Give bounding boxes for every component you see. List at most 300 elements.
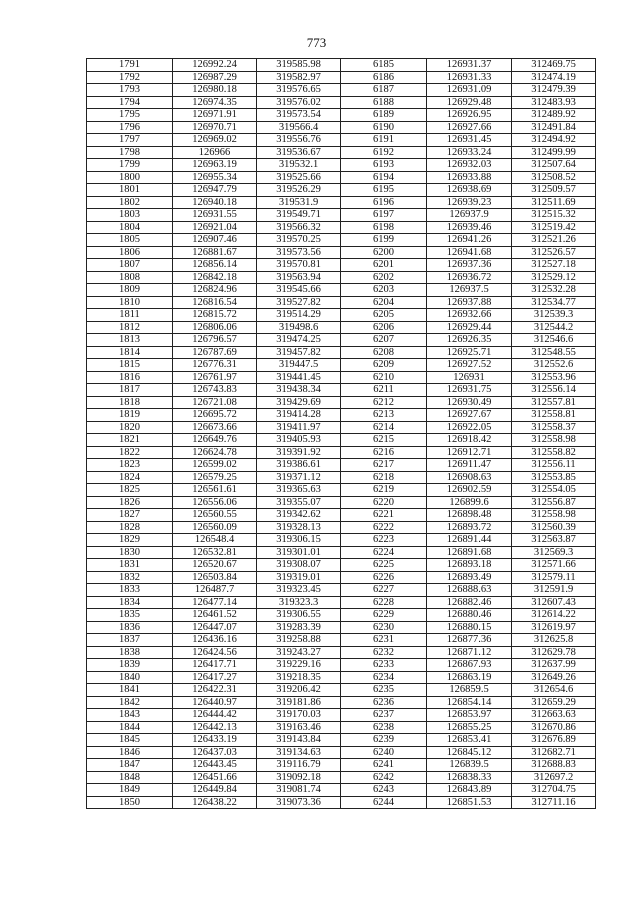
x-coordinate-left-cell: 126947.79 [173, 184, 257, 197]
x-coordinate-right-cell: 126941.26 [427, 234, 512, 247]
x-coordinate-left-cell: 126761.97 [173, 371, 257, 384]
point-number-right-cell: 6211 [341, 384, 427, 397]
point-number-left-cell: 1821 [87, 434, 173, 447]
y-coordinate-right-cell: 312469.75 [512, 59, 596, 72]
table-row [87, 546, 596, 559]
point-number-left-cell: 1838 [87, 646, 173, 659]
y-coordinate-right-cell: 312607.43 [512, 596, 596, 609]
point-number-left-cell: 1796 [87, 121, 173, 134]
y-coordinate-left-cell: 319206.42 [257, 684, 341, 697]
x-coordinate-left-cell: 126963.19 [173, 159, 257, 172]
point-number-right-cell: 6219 [341, 484, 427, 497]
point-number-right-cell: 6237 [341, 709, 427, 722]
x-coordinate-right-cell: 126854.14 [427, 696, 512, 709]
x-coordinate-right-cell: 126929.44 [427, 321, 512, 334]
y-coordinate-right-cell: 312569.3 [512, 546, 596, 559]
x-coordinate-left-cell: 126856.14 [173, 259, 257, 272]
y-coordinate-right-cell: 312697.2 [512, 771, 596, 784]
x-coordinate-right-cell: 126867.93 [427, 659, 512, 672]
y-coordinate-left-cell: 319457.82 [257, 346, 341, 359]
x-coordinate-right-cell: 126863.19 [427, 671, 512, 684]
x-coordinate-right-cell: 126922.05 [427, 421, 512, 434]
x-coordinate-right-cell: 126911.47 [427, 459, 512, 472]
point-number-left-cell: 1828 [87, 521, 173, 534]
x-coordinate-left-cell: 126907.46 [173, 234, 257, 247]
table-row [87, 709, 596, 722]
y-coordinate-left-cell: 319391.92 [257, 446, 341, 459]
y-coordinate-right-cell: 312625.8 [512, 634, 596, 647]
x-coordinate-right-cell: 126931.45 [427, 134, 512, 147]
point-number-right-cell: 6196 [341, 196, 427, 209]
x-coordinate-right-cell: 126908.63 [427, 471, 512, 484]
table-row [87, 684, 596, 697]
point-number-right-cell: 6209 [341, 359, 427, 372]
y-coordinate-right-cell: 312558.37 [512, 421, 596, 434]
table-row [87, 121, 596, 134]
point-number-right-cell: 6214 [341, 421, 427, 434]
y-coordinate-right-cell: 312491.84 [512, 121, 596, 134]
point-number-right-cell: 6205 [341, 309, 427, 322]
point-number-left-cell: 1827 [87, 509, 173, 522]
point-number-left-cell: 1824 [87, 471, 173, 484]
x-coordinate-right-cell: 126891.44 [427, 534, 512, 547]
x-coordinate-left-cell: 126417.71 [173, 659, 257, 672]
y-coordinate-left-cell: 319545.66 [257, 284, 341, 297]
y-coordinate-left-cell: 319218.35 [257, 671, 341, 684]
x-coordinate-left-cell: 126487.7 [173, 584, 257, 597]
point-number-left-cell: 1833 [87, 584, 173, 597]
y-coordinate-left-cell: 319498.6 [257, 321, 341, 334]
x-coordinate-right-cell: 126855.25 [427, 721, 512, 734]
x-coordinate-right-cell: 126937.9 [427, 209, 512, 222]
point-number-right-cell: 6222 [341, 521, 427, 534]
point-number-left-cell: 1798 [87, 146, 173, 159]
y-coordinate-right-cell: 312507.64 [512, 159, 596, 172]
table-row [87, 246, 596, 259]
point-number-right-cell: 6220 [341, 496, 427, 509]
x-coordinate-right-cell: 126932.03 [427, 159, 512, 172]
y-coordinate-left-cell: 319308.07 [257, 559, 341, 572]
table-row [87, 184, 596, 197]
x-coordinate-left-cell: 126776.31 [173, 359, 257, 372]
y-coordinate-left-cell: 319573.56 [257, 246, 341, 259]
y-coordinate-left-cell: 319526.29 [257, 184, 341, 197]
x-coordinate-left-cell: 126561.61 [173, 484, 257, 497]
table-row [87, 409, 596, 422]
point-number-right-cell: 6226 [341, 571, 427, 584]
y-coordinate-left-cell: 319549.71 [257, 209, 341, 222]
point-number-right-cell: 6202 [341, 271, 427, 284]
x-coordinate-right-cell: 126929.48 [427, 96, 512, 109]
y-coordinate-right-cell: 312560.39 [512, 521, 596, 534]
point-number-right-cell: 6234 [341, 671, 427, 684]
table-row [87, 196, 596, 209]
y-coordinate-right-cell: 312539.3 [512, 309, 596, 322]
y-coordinate-right-cell: 312688.83 [512, 759, 596, 772]
x-coordinate-left-cell: 126532.81 [173, 546, 257, 559]
x-coordinate-right-cell: 126939.46 [427, 221, 512, 234]
point-number-left-cell: 1793 [87, 84, 173, 97]
point-number-left-cell: 1843 [87, 709, 173, 722]
y-coordinate-right-cell: 312483.93 [512, 96, 596, 109]
y-coordinate-right-cell: 312704.75 [512, 784, 596, 797]
point-number-left-cell: 1847 [87, 759, 173, 772]
y-coordinate-right-cell: 312526.57 [512, 246, 596, 259]
table-row [87, 109, 596, 122]
y-coordinate-left-cell: 319073.36 [257, 796, 341, 809]
y-coordinate-left-cell: 319143.84 [257, 734, 341, 747]
table-row [87, 721, 596, 734]
y-coordinate-left-cell: 319536.67 [257, 146, 341, 159]
y-coordinate-left-cell: 319342.62 [257, 509, 341, 522]
table-row [87, 659, 596, 672]
point-number-left-cell: 1837 [87, 634, 173, 647]
x-coordinate-left-cell: 126437.03 [173, 746, 257, 759]
y-coordinate-left-cell: 319570.81 [257, 259, 341, 272]
y-coordinate-left-cell: 319092.18 [257, 771, 341, 784]
point-number-left-cell: 1807 [87, 259, 173, 272]
point-number-right-cell: 6212 [341, 396, 427, 409]
x-coordinate-left-cell: 126451.66 [173, 771, 257, 784]
table-row [87, 84, 596, 97]
table-row [87, 371, 596, 384]
x-coordinate-left-cell: 126444.42 [173, 709, 257, 722]
y-coordinate-right-cell: 312479.39 [512, 84, 596, 97]
point-number-right-cell: 6223 [341, 534, 427, 547]
point-number-left-cell: 1801 [87, 184, 173, 197]
y-coordinate-right-cell: 312591.9 [512, 584, 596, 597]
y-coordinate-right-cell: 312682.71 [512, 746, 596, 759]
point-number-right-cell: 6236 [341, 696, 427, 709]
x-coordinate-left-cell: 126649.76 [173, 434, 257, 447]
y-coordinate-left-cell: 319371.12 [257, 471, 341, 484]
x-coordinate-left-cell: 126579.25 [173, 471, 257, 484]
table-row [87, 396, 596, 409]
x-coordinate-left-cell: 126436.16 [173, 634, 257, 647]
table-row [87, 646, 596, 659]
table-row [87, 446, 596, 459]
table-row [87, 259, 596, 272]
y-coordinate-right-cell: 312556.11 [512, 459, 596, 472]
y-coordinate-right-cell: 312614.22 [512, 609, 596, 622]
point-number-left-cell: 1814 [87, 346, 173, 359]
point-number-right-cell: 6242 [341, 771, 427, 784]
y-coordinate-right-cell: 312515.32 [512, 209, 596, 222]
point-number-right-cell: 6187 [341, 84, 427, 97]
y-coordinate-left-cell: 319323.45 [257, 584, 341, 597]
y-coordinate-right-cell: 312571.66 [512, 559, 596, 572]
y-coordinate-left-cell: 319386.61 [257, 459, 341, 472]
x-coordinate-right-cell: 126891.68 [427, 546, 512, 559]
y-coordinate-left-cell: 319181.86 [257, 696, 341, 709]
point-number-right-cell: 6231 [341, 634, 427, 647]
x-coordinate-left-cell: 126971.91 [173, 109, 257, 122]
x-coordinate-right-cell: 126851.53 [427, 796, 512, 809]
coordinate-table [86, 58, 596, 809]
y-coordinate-left-cell: 319306.55 [257, 609, 341, 622]
point-number-left-cell: 1806 [87, 246, 173, 259]
x-coordinate-right-cell: 126927.66 [427, 121, 512, 134]
x-coordinate-right-cell: 126888.63 [427, 584, 512, 597]
point-number-right-cell: 6204 [341, 296, 427, 309]
point-number-left-cell: 1846 [87, 746, 173, 759]
point-number-left-cell: 1802 [87, 196, 173, 209]
y-coordinate-left-cell: 319570.25 [257, 234, 341, 247]
point-number-right-cell: 6216 [341, 446, 427, 459]
x-coordinate-right-cell: 126871.12 [427, 646, 512, 659]
x-coordinate-left-cell: 126695.72 [173, 409, 257, 422]
point-number-right-cell: 6199 [341, 234, 427, 247]
x-coordinate-left-cell: 126921.04 [173, 221, 257, 234]
x-coordinate-left-cell: 126842.18 [173, 271, 257, 284]
point-number-left-cell: 1831 [87, 559, 173, 572]
y-coordinate-left-cell: 319447.5 [257, 359, 341, 372]
x-coordinate-left-cell: 126815.72 [173, 309, 257, 322]
point-number-left-cell: 1818 [87, 396, 173, 409]
y-coordinate-right-cell: 312558.82 [512, 446, 596, 459]
x-coordinate-left-cell: 126624.78 [173, 446, 257, 459]
table-row [87, 609, 596, 622]
x-coordinate-right-cell: 126938.69 [427, 184, 512, 197]
table-row [87, 71, 596, 84]
point-number-right-cell: 6207 [341, 334, 427, 347]
x-coordinate-right-cell: 126853.41 [427, 734, 512, 747]
x-coordinate-left-cell: 126424.56 [173, 646, 257, 659]
x-coordinate-left-cell: 126992.24 [173, 59, 257, 72]
point-number-right-cell: 6225 [341, 559, 427, 572]
table-row [87, 671, 596, 684]
x-coordinate-left-cell: 126599.02 [173, 459, 257, 472]
y-coordinate-right-cell: 312508.52 [512, 171, 596, 184]
point-number-right-cell: 6185 [341, 59, 427, 72]
point-number-right-cell: 6193 [341, 159, 427, 172]
table-row [87, 634, 596, 647]
point-number-right-cell: 6213 [341, 409, 427, 422]
x-coordinate-left-cell: 126461.52 [173, 609, 257, 622]
point-number-right-cell: 6230 [341, 621, 427, 634]
y-coordinate-right-cell: 312557.81 [512, 396, 596, 409]
point-number-left-cell: 1839 [87, 659, 173, 672]
point-number-right-cell: 6208 [341, 346, 427, 359]
point-number-left-cell: 1804 [87, 221, 173, 234]
x-coordinate-left-cell: 126966 [173, 146, 257, 159]
x-coordinate-left-cell: 126560.55 [173, 509, 257, 522]
table-row [87, 309, 596, 322]
point-number-right-cell: 6217 [341, 459, 427, 472]
y-coordinate-left-cell: 319081.74 [257, 784, 341, 797]
y-coordinate-right-cell: 312558.98 [512, 434, 596, 447]
point-number-left-cell: 1845 [87, 734, 173, 747]
y-coordinate-left-cell: 319163.46 [257, 721, 341, 734]
y-coordinate-left-cell: 319323.3 [257, 596, 341, 609]
table-row [87, 284, 596, 297]
table-row [87, 621, 596, 634]
point-number-left-cell: 1819 [87, 409, 173, 422]
x-coordinate-right-cell: 126931.75 [427, 384, 512, 397]
y-coordinate-right-cell: 312511.69 [512, 196, 596, 209]
x-coordinate-left-cell: 126806.06 [173, 321, 257, 334]
y-coordinate-left-cell: 319301.01 [257, 546, 341, 559]
y-coordinate-left-cell: 319411.97 [257, 421, 341, 434]
point-number-left-cell: 1849 [87, 784, 173, 797]
point-number-right-cell: 6203 [341, 284, 427, 297]
y-coordinate-left-cell: 319429.69 [257, 396, 341, 409]
point-number-left-cell: 1816 [87, 371, 173, 384]
y-coordinate-left-cell: 319527.82 [257, 296, 341, 309]
y-coordinate-right-cell: 312489.92 [512, 109, 596, 122]
x-coordinate-right-cell: 126927.67 [427, 409, 512, 422]
x-coordinate-right-cell: 126853.97 [427, 709, 512, 722]
y-coordinate-right-cell: 312558.98 [512, 509, 596, 522]
y-coordinate-right-cell: 312499.99 [512, 146, 596, 159]
point-number-left-cell: 1800 [87, 171, 173, 184]
x-coordinate-right-cell: 126880.46 [427, 609, 512, 622]
x-coordinate-left-cell: 126673.66 [173, 421, 257, 434]
y-coordinate-left-cell: 319170.03 [257, 709, 341, 722]
x-coordinate-left-cell: 126422.31 [173, 684, 257, 697]
y-coordinate-left-cell: 319576.65 [257, 84, 341, 97]
point-number-right-cell: 6243 [341, 784, 427, 797]
y-coordinate-right-cell: 312711.16 [512, 796, 596, 809]
x-coordinate-right-cell: 126933.88 [427, 171, 512, 184]
table-row [87, 346, 596, 359]
point-number-left-cell: 1808 [87, 271, 173, 284]
x-coordinate-left-cell: 126940.18 [173, 196, 257, 209]
table-row [87, 221, 596, 234]
x-coordinate-right-cell: 126845.12 [427, 746, 512, 759]
point-number-left-cell: 1822 [87, 446, 173, 459]
table-row [87, 771, 596, 784]
y-coordinate-left-cell: 319283.39 [257, 621, 341, 634]
x-coordinate-right-cell: 126843.89 [427, 784, 512, 797]
y-coordinate-left-cell: 319258.88 [257, 634, 341, 647]
y-coordinate-left-cell: 319573.54 [257, 109, 341, 122]
table-row [87, 459, 596, 472]
y-coordinate-left-cell: 319531.9 [257, 196, 341, 209]
x-coordinate-right-cell: 126930.49 [427, 396, 512, 409]
table-row [87, 534, 596, 547]
y-coordinate-right-cell: 312521.26 [512, 234, 596, 247]
point-number-left-cell: 1836 [87, 621, 173, 634]
point-number-left-cell: 1830 [87, 546, 173, 559]
point-number-right-cell: 6221 [341, 509, 427, 522]
point-number-right-cell: 6238 [341, 721, 427, 734]
y-coordinate-right-cell: 312474.19 [512, 71, 596, 84]
y-coordinate-right-cell: 312558.81 [512, 409, 596, 422]
point-number-right-cell: 6198 [341, 221, 427, 234]
table-row [87, 484, 596, 497]
table-row [87, 321, 596, 334]
x-coordinate-right-cell: 126893.18 [427, 559, 512, 572]
y-coordinate-right-cell: 312663.63 [512, 709, 596, 722]
y-coordinate-left-cell: 319525.66 [257, 171, 341, 184]
y-coordinate-right-cell: 312548.55 [512, 346, 596, 359]
x-coordinate-right-cell: 126931 [427, 371, 512, 384]
x-coordinate-left-cell: 126980.18 [173, 84, 257, 97]
point-number-left-cell: 1840 [87, 671, 173, 684]
point-number-left-cell: 1813 [87, 334, 173, 347]
point-number-left-cell: 1792 [87, 71, 173, 84]
x-coordinate-right-cell: 126939.23 [427, 196, 512, 209]
point-number-right-cell: 6194 [341, 171, 427, 184]
point-number-left-cell: 1850 [87, 796, 173, 809]
point-number-left-cell: 1791 [87, 59, 173, 72]
table-row [87, 171, 596, 184]
point-number-left-cell: 1820 [87, 421, 173, 434]
x-coordinate-right-cell: 126937.5 [427, 284, 512, 297]
y-coordinate-right-cell: 312553.85 [512, 471, 596, 484]
coordinate-table-body [87, 59, 596, 809]
y-coordinate-left-cell: 319306.15 [257, 534, 341, 547]
x-coordinate-left-cell: 126955.34 [173, 171, 257, 184]
point-number-left-cell: 1841 [87, 684, 173, 697]
x-coordinate-left-cell: 126816.54 [173, 296, 257, 309]
point-number-right-cell: 6233 [341, 659, 427, 672]
point-number-left-cell: 1832 [87, 571, 173, 584]
table-row [87, 584, 596, 597]
x-coordinate-right-cell: 126931.33 [427, 71, 512, 84]
table-row [87, 59, 596, 72]
y-coordinate-right-cell: 312519.42 [512, 221, 596, 234]
point-number-left-cell: 1825 [87, 484, 173, 497]
x-coordinate-right-cell: 126839.5 [427, 759, 512, 772]
point-number-right-cell: 6228 [341, 596, 427, 609]
table-row [87, 796, 596, 809]
y-coordinate-left-cell: 319328.13 [257, 521, 341, 534]
x-coordinate-right-cell: 126931.37 [427, 59, 512, 72]
y-coordinate-left-cell: 319319.01 [257, 571, 341, 584]
y-coordinate-left-cell: 319585.98 [257, 59, 341, 72]
y-coordinate-right-cell: 312544.2 [512, 321, 596, 334]
y-coordinate-right-cell: 312532.28 [512, 284, 596, 297]
point-number-left-cell: 1848 [87, 771, 173, 784]
table-row [87, 509, 596, 522]
x-coordinate-left-cell: 126442.13 [173, 721, 257, 734]
x-coordinate-left-cell: 126438.22 [173, 796, 257, 809]
y-coordinate-right-cell: 312659.29 [512, 696, 596, 709]
table-row [87, 746, 596, 759]
point-number-left-cell: 1823 [87, 459, 173, 472]
x-coordinate-right-cell: 126859.5 [427, 684, 512, 697]
x-coordinate-right-cell: 126899.6 [427, 496, 512, 509]
y-coordinate-right-cell: 312529.12 [512, 271, 596, 284]
point-number-right-cell: 6235 [341, 684, 427, 697]
page-number: 773 [306, 35, 327, 50]
x-coordinate-right-cell: 126912.71 [427, 446, 512, 459]
x-coordinate-right-cell: 126927.52 [427, 359, 512, 372]
x-coordinate-right-cell: 126882.46 [427, 596, 512, 609]
y-coordinate-right-cell: 312494.92 [512, 134, 596, 147]
x-coordinate-right-cell: 126925.71 [427, 346, 512, 359]
x-coordinate-left-cell: 126443.45 [173, 759, 257, 772]
table-row [87, 271, 596, 284]
table-row [87, 234, 596, 247]
point-number-right-cell: 6229 [341, 609, 427, 622]
x-coordinate-right-cell: 126933.24 [427, 146, 512, 159]
point-number-left-cell: 1810 [87, 296, 173, 309]
y-coordinate-left-cell: 319243.27 [257, 646, 341, 659]
x-coordinate-left-cell: 126796.57 [173, 334, 257, 347]
y-coordinate-right-cell: 312527.18 [512, 259, 596, 272]
point-number-right-cell: 6186 [341, 71, 427, 84]
table-row [87, 734, 596, 747]
x-coordinate-left-cell: 126987.29 [173, 71, 257, 84]
x-coordinate-left-cell: 126449.84 [173, 784, 257, 797]
y-coordinate-right-cell: 312553.96 [512, 371, 596, 384]
x-coordinate-left-cell: 126881.67 [173, 246, 257, 259]
point-number-right-cell: 6224 [341, 546, 427, 559]
table-row [87, 496, 596, 509]
